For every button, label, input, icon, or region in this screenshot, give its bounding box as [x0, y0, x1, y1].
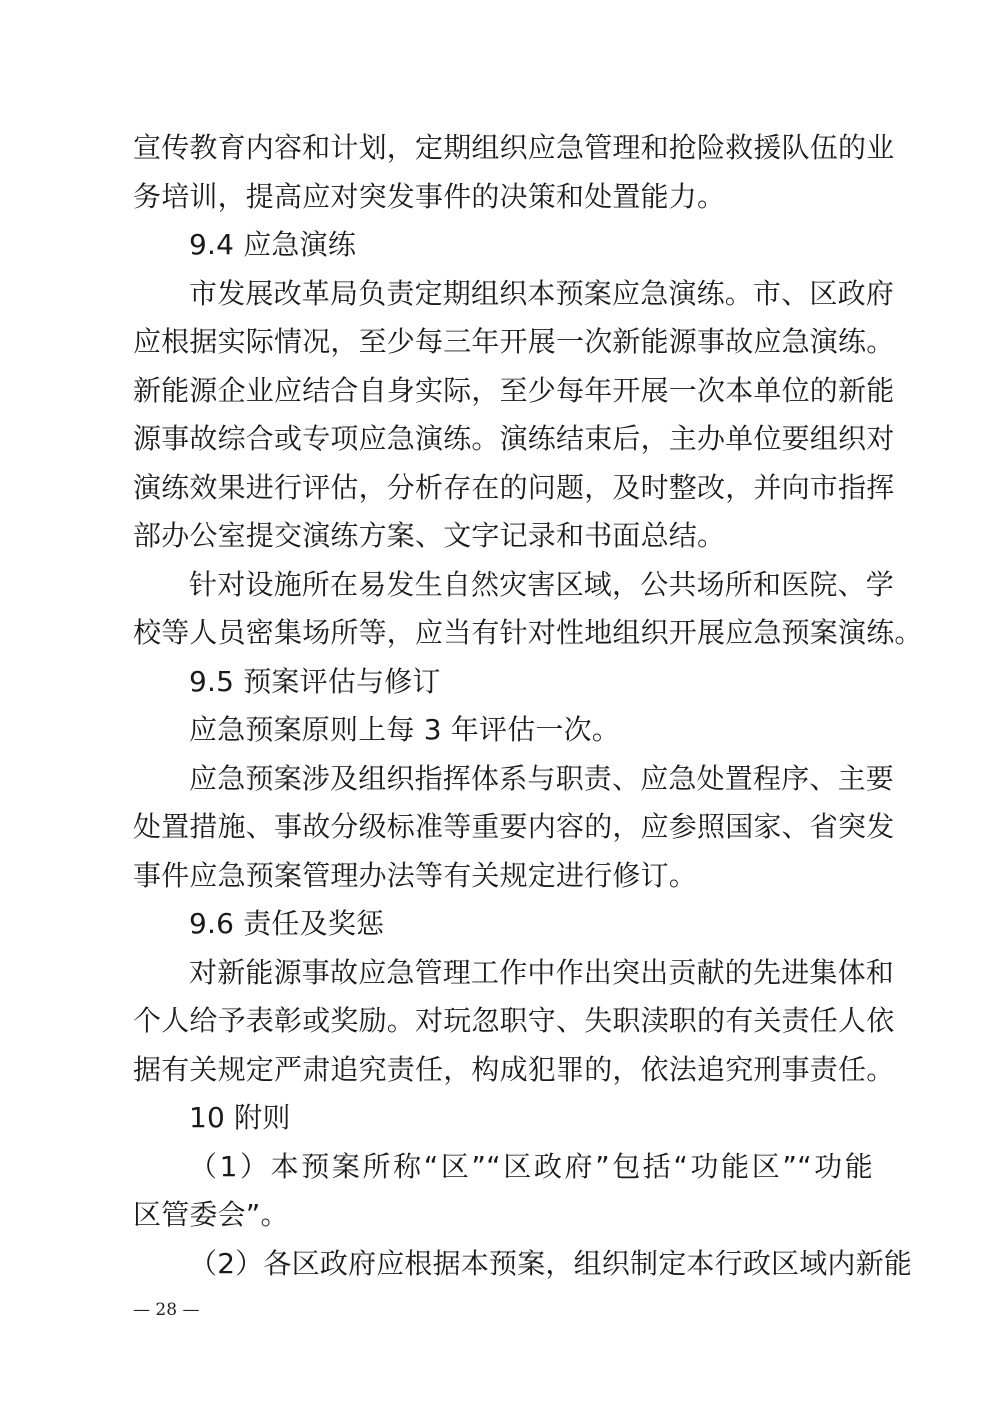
text-line: 新能源企业应结合自身实际，至少每年开展一次本单位的新能	[133, 373, 895, 407]
text-line: 据有关规定严肃追究责任，构成犯罪的，依法追究刑事责任。	[133, 1052, 895, 1086]
text-line: 应急预案涉及组织指挥体系与职责、应急处置程序、主要	[189, 761, 895, 795]
text-line: 务培训，提高应对突发事件的决策和处置能力。	[133, 179, 726, 213]
section-heading-9-5: 9.5 预案评估与修订	[189, 664, 441, 698]
text-line: （1）本预案所称“区”“区政府”包括“功能区”“功能	[189, 1149, 873, 1183]
body-text	[133, 124, 923, 1288]
section-heading-9-4: 9.4 应急演练	[189, 228, 357, 261]
page-number: — 28 —	[133, 1300, 200, 1320]
text-line: 演练效果进行评估，分析存在的问题，及时整改，并向市指挥	[133, 470, 895, 504]
text-line: 针对设施所在易发生自然灾害区域，公共场所和医院、学	[189, 567, 895, 601]
text-line: 源事故综合或专项应急演练。演练结束后，主办单位要组织对	[133, 422, 895, 455]
text-line: 对新能源事故应急管理工作中作出突出贡献的先进集体和	[189, 955, 895, 989]
text-line: 宣传教育内容和计划，定期组织应急管理和抢险救援队伍的业	[133, 131, 895, 164]
text-line: 个人给予表彰或奖励。对玩忽职守、失职渎职的有关责任人依	[133, 1004, 895, 1037]
text-line: 部办公室提交演练方案、文字记录和书面总结。	[133, 519, 726, 552]
text-line: 市发展改革局负责定期组织本预案应急演练。市、区政府	[189, 276, 895, 310]
text-line: 区管委会”。	[133, 1198, 289, 1231]
text-line: （2）各区政府应根据本预案，组织制定本行政区域内新能	[189, 1246, 913, 1280]
text-line: 应根据实际情况，至少每三年开展一次新能源事故应急演练。	[133, 325, 895, 358]
section-heading-9-6: 9.6 责任及奖惩	[189, 907, 385, 940]
text-line: 应急预案原则上每 3 年评估一次。	[189, 713, 621, 746]
text-line: 处置措施、事故分级标准等重要内容的，应参照国家、省突发	[133, 810, 895, 843]
text-line: 校等人员密集场所等，应当有针对性地组织开展应急预案演练。	[133, 616, 923, 649]
text-line: 事件应急预案管理办法等有关规定进行修订。	[133, 858, 698, 892]
section-heading-10: 10 附则	[189, 1101, 291, 1134]
